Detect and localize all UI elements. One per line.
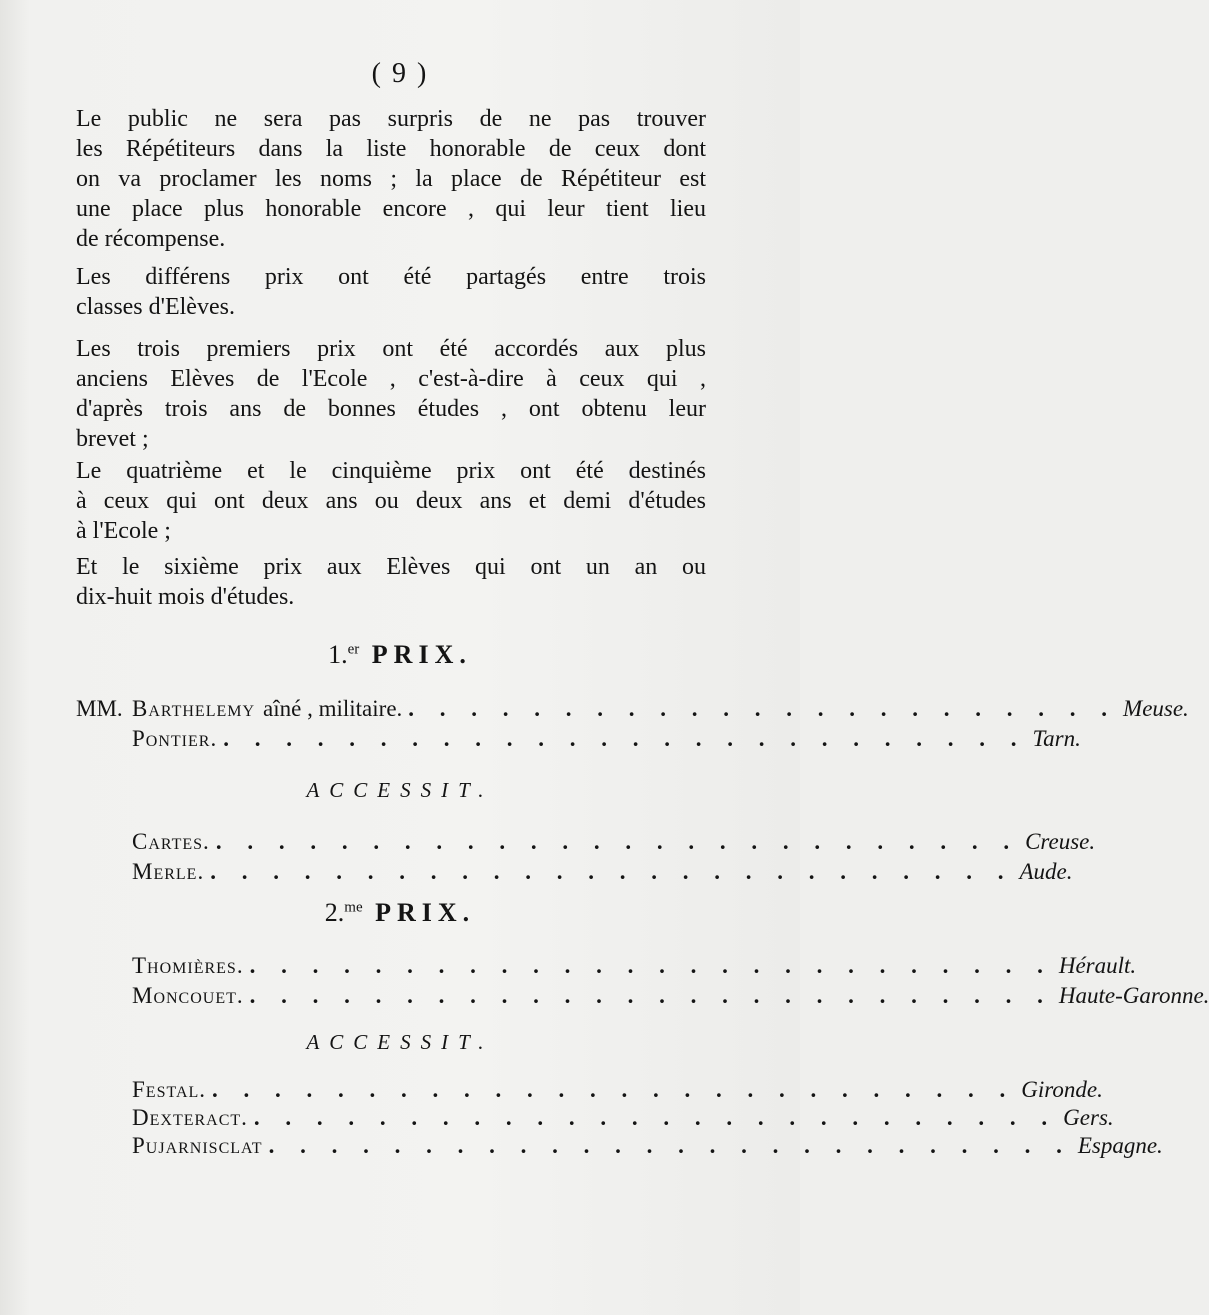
winner-description: aîné , militaire.: [263, 696, 403, 721]
honorific: MM.: [76, 696, 123, 721]
text-line: à l'Ecole ;: [76, 518, 171, 544]
dot-leader: . . . . . . . . . . . . . . . . . . . . . . . . . .: [268, 1133, 1072, 1158]
text-line: on va proclamer les noms ; la place de Répétiteur est: [76, 166, 706, 192]
winner-name: Pontier.: [132, 726, 218, 751]
prize-label: PRIX.: [371, 640, 472, 669]
dot-leader: . . . . . . . . . . . . . . . . . . . . . . . . . .: [249, 983, 1053, 1008]
accessit-name: Cartes.: [132, 829, 210, 854]
dot-leader: . . . . . . . . . . . . . . . . . . . . . . . . . .: [249, 953, 1053, 978]
dot-leader: . . . . . . . . . . . . . . . . . . . . . . . . . .: [253, 1105, 1058, 1130]
winner-name: Barthelemy: [132, 696, 256, 721]
prize-ordinal: 2.: [324, 898, 345, 927]
paragraph-sixth-prize: [76, 552, 706, 612]
department: Aude.: [1019, 859, 1073, 884]
text-line: classes d'Elèves.: [76, 294, 235, 320]
department: Creuse.: [1025, 829, 1096, 854]
text-line: de récompense.: [76, 226, 226, 252]
paragraph-fourth-fifth-prizes: [76, 456, 706, 546]
department: Gers.: [1063, 1105, 1114, 1130]
accessit-heading-1: ACCESSIT.: [306, 778, 494, 802]
prize-heading-2: [0, 898, 800, 928]
accessit-name: Merle.: [132, 859, 205, 884]
department: Tarn.: [1032, 726, 1081, 751]
text-line: brevet ;: [76, 426, 149, 452]
winner-name: Moncouet.: [132, 983, 244, 1008]
accessit-row: [132, 1132, 1163, 1160]
dot-leader: . . . . . . . . . . . . . . . . . . . . . . .: [408, 696, 1118, 721]
accessit-row: [132, 828, 1096, 856]
accessit-name: Dexteract.: [132, 1105, 248, 1130]
text-line: les Répétiteurs dans la liste honorable de ceux dont: [76, 136, 706, 162]
text-line: dix-huit mois d'études.: [76, 584, 295, 610]
accessit-row: [132, 858, 1073, 886]
dot-leader: . . . . . . . . . . . . . . . . . . . . . . . . . .: [212, 1077, 1016, 1102]
dot-leader: . . . . . . . . . . . . . . . . . . . . . . . . . .: [215, 829, 1020, 854]
winner-row: [132, 982, 1209, 1010]
winner-row: [132, 952, 1137, 980]
page-number: ( 9 ): [371, 58, 429, 89]
accessit-name: Festal.: [132, 1077, 207, 1102]
text-line: Le public ne sera pas surpris de ne pas trouver: [76, 106, 706, 132]
dot-leader: . . . . . . . . . . . . . . . . . . . . . . . . . .: [223, 726, 1027, 751]
text-line: d'après trois ans de bonnes études , ont obtenu leur: [76, 396, 706, 422]
paragraph-repetiteurs: [76, 104, 706, 254]
text-line: Et le sixième prix aux Elèves qui ont un an ou: [76, 554, 706, 580]
text-line: une place plus honorable encore , qui leur tient lieu: [76, 196, 706, 222]
winner-name: Thomières.: [132, 953, 244, 978]
dot-leader: . . . . . . . . . . . . . . . . . . . . . . . . . .: [210, 859, 1014, 884]
winner-row: [76, 695, 1189, 723]
paragraph-classes: [76, 262, 706, 322]
text-line: Les trois premiers prix ont été accordés aux plus: [76, 336, 706, 362]
accessit-heading-2: ACCESSIT.: [306, 1030, 494, 1054]
paragraph-first-prizes: [76, 334, 706, 454]
department: Espagne.: [1077, 1133, 1163, 1158]
text-line: Les différens prix ont été partagés entre trois: [76, 264, 706, 290]
text-line: Le quatrième et le cinquième prix ont été destinés: [76, 458, 706, 484]
prize-label: PRIX.: [375, 898, 476, 927]
prize-heading-1: [0, 640, 800, 670]
department: Hérault.: [1058, 953, 1137, 978]
prize-ordinal: 1.: [328, 640, 348, 669]
department: Gironde.: [1021, 1077, 1103, 1102]
prize-ordinal-suffix: me: [344, 899, 363, 916]
text-line: anciens Elèves de l'Ecole , c'est-à-dire à ceux qui ,: [76, 366, 706, 392]
accessit-row: [132, 1104, 1114, 1132]
department: Meuse.: [1123, 696, 1189, 721]
accessit-row: [132, 1076, 1103, 1104]
accessit-name: Pujarnisclat: [132, 1133, 263, 1158]
winner-row: [132, 725, 1081, 753]
prize-ordinal-suffix: er: [347, 641, 360, 658]
department: Haute-Garonne.: [1058, 983, 1209, 1008]
text-line: à ceux qui ont deux ans ou deux ans et demi d'études: [76, 488, 706, 514]
